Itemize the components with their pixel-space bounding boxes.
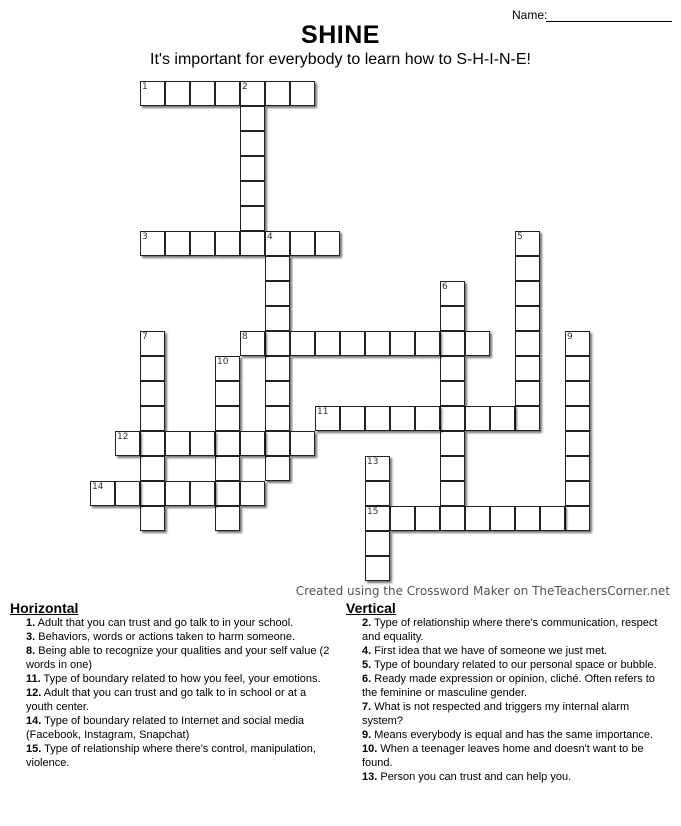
crossword-cell[interactable] <box>240 181 265 206</box>
crossword-cell[interactable] <box>440 431 465 456</box>
crossword-cell[interactable] <box>515 356 540 381</box>
clue-number-label: 10. <box>362 743 378 755</box>
crossword-cell[interactable] <box>215 381 240 406</box>
crossword-cell[interactable] <box>515 331 540 356</box>
clue-number-label: 4. <box>362 645 372 657</box>
credit-text: Created using the Crossword Maker on TheTeachersCorner.net <box>295 584 670 598</box>
crossword-cell[interactable] <box>465 331 490 356</box>
clue-number-label: 7. <box>362 701 372 713</box>
crossword-cell[interactable] <box>240 481 265 506</box>
clue-number: 11 <box>317 407 329 417</box>
horizontal-clue <box>26 616 336 630</box>
crossword-cell[interactable] <box>515 381 540 406</box>
crossword-cell[interactable] <box>265 356 290 381</box>
crossword-cell[interactable] <box>340 406 365 431</box>
clue-number-label: 13. <box>362 771 378 783</box>
horizontal-clue <box>26 630 336 644</box>
crossword-cell[interactable] <box>165 431 190 456</box>
clue-text: Type of relationship where there's communication, respect and equality. <box>362 617 658 643</box>
crossword-cell[interactable] <box>565 431 590 456</box>
crossword-cell[interactable] <box>315 231 340 256</box>
crossword-cell[interactable] <box>265 406 290 431</box>
crossword-cell[interactable] <box>115 481 140 506</box>
crossword-cell[interactable] <box>140 356 165 381</box>
crossword-cell[interactable] <box>365 556 390 581</box>
vertical-clue <box>362 644 670 658</box>
clue-number: 14 <box>92 482 104 492</box>
crossword-cell[interactable] <box>490 506 515 531</box>
clue-text: Adult that you can trust and go talk to in school or at a youth center. <box>26 687 307 713</box>
clue-text: Type of boundary related to Internet and social media (Facebook, Instagram, Snapchat) <box>26 715 305 741</box>
crossword-cell[interactable] <box>390 331 415 356</box>
clue-number: 4 <box>267 232 273 242</box>
crossword-cell[interactable] <box>215 506 240 531</box>
clue-number: 3 <box>142 232 148 242</box>
crossword-cell[interactable] <box>215 456 240 481</box>
clue-number: 7 <box>142 332 148 342</box>
vertical-clue <box>362 700 670 728</box>
crossword-cell[interactable] <box>440 481 465 506</box>
crossword-cell[interactable] <box>140 431 165 456</box>
crossword-cell[interactable] <box>140 481 165 506</box>
crossword-cell[interactable] <box>290 231 315 256</box>
horizontal-clue-list <box>26 616 336 770</box>
clue-number: 2 <box>242 82 248 92</box>
crossword-cell[interactable] <box>365 406 390 431</box>
crossword-cell[interactable] <box>515 306 540 331</box>
clue-number-label: 8. <box>26 645 36 657</box>
page-title: SHINE <box>301 21 380 49</box>
crossword-cell[interactable] <box>340 331 365 356</box>
crossword-cell[interactable] <box>265 431 290 456</box>
horizontal-clue <box>26 672 336 686</box>
vertical-clue <box>362 672 670 700</box>
crossword-cell[interactable] <box>565 506 590 531</box>
crossword-cell[interactable] <box>515 506 540 531</box>
vertical-clue <box>362 616 670 644</box>
crossword-cell[interactable] <box>365 331 390 356</box>
clue-number-label: 6. <box>362 673 372 685</box>
crossword-cell[interactable] <box>440 456 465 481</box>
crossword-cell[interactable] <box>440 356 465 381</box>
crossword-cell[interactable] <box>440 306 465 331</box>
crossword-cell[interactable] <box>190 431 215 456</box>
crossword-cell[interactable] <box>240 131 265 156</box>
clue-text: Means everybody is equal and has the same importance. <box>371 729 654 741</box>
clue-text: What is not respected and triggers my internal alarm system? <box>362 701 630 727</box>
clue-text: Adult that you can trust and go talk to in your school. <box>35 617 294 629</box>
clue-text: Ready made expression or opinion, cliché. Often refers to the feminine or masculine gender. <box>362 673 655 699</box>
crossword-cell[interactable] <box>140 406 165 431</box>
clue-number: 8 <box>242 332 248 342</box>
crossword-cell[interactable] <box>265 456 290 481</box>
clue-text: Person you can trust and can help you. <box>377 771 572 783</box>
crossword-cell[interactable] <box>190 231 215 256</box>
clue-number: 1 <box>142 82 148 92</box>
crossword-cell[interactable] <box>365 481 390 506</box>
crossword-cell[interactable] <box>415 406 440 431</box>
crossword-cell[interactable] <box>540 506 565 531</box>
clue-number-label: 2. <box>362 617 372 629</box>
clue-text: Type of boundary related to our personal space or bubble. <box>371 659 657 671</box>
crossword-cell[interactable] <box>240 206 265 231</box>
crossword-cell[interactable] <box>240 156 265 181</box>
clue-text: Type of relationship where there's control, manipulation, violence. <box>26 743 316 769</box>
crossword-cell[interactable] <box>190 481 215 506</box>
page-subtitle: It's important for everybody to learn how to S-H-I-N-E! <box>150 51 531 68</box>
crossword-cell[interactable] <box>290 431 315 456</box>
horizontal-clue <box>26 644 336 672</box>
clue-number: 13 <box>367 457 379 467</box>
crossword-cell[interactable] <box>165 231 190 256</box>
crossword-cell[interactable] <box>240 431 265 456</box>
clue-text: Behaviors, words or actions taken to harm someone. <box>35 631 296 643</box>
clue-number: 12 <box>117 432 129 442</box>
vertical-clue-list <box>362 616 670 784</box>
vertical-clue <box>362 728 670 742</box>
clue-text: Being able to recognize your qualities and your self value (2 words in one) <box>26 645 330 671</box>
crossword-cell[interactable] <box>565 406 590 431</box>
crossword-cell[interactable] <box>165 81 190 106</box>
clue-number-label: 9. <box>362 729 372 741</box>
clue-number: 9 <box>567 332 573 342</box>
horizontal-clue <box>26 686 336 714</box>
crossword-cell[interactable] <box>215 406 240 431</box>
clue-number: 10 <box>217 357 229 367</box>
horizontal-heading: Horizontal <box>10 600 79 616</box>
clue-number-label: 12. <box>26 687 42 699</box>
crossword-cell[interactable] <box>365 531 390 556</box>
vertical-clue <box>362 658 670 672</box>
crossword-cell[interactable] <box>565 381 590 406</box>
crossword-cell[interactable] <box>440 331 465 356</box>
crossword-cell[interactable] <box>215 481 240 506</box>
clue-text: Type of boundary related to how you feel, your emotions. <box>40 673 321 685</box>
clue-number-label: 1. <box>26 617 36 629</box>
name-label: Name: <box>512 8 548 22</box>
horizontal-clue <box>26 742 336 770</box>
crossword-cell[interactable] <box>215 231 240 256</box>
clue-text: First idea that we have of someone we just met. <box>371 645 608 657</box>
clue-number-label: 5. <box>362 659 372 671</box>
crossword-cell[interactable] <box>265 381 290 406</box>
crossword-cell[interactable] <box>265 281 290 306</box>
crossword-cell[interactable] <box>415 331 440 356</box>
clue-number-label: 3. <box>26 631 36 643</box>
crossword-cell[interactable] <box>565 481 590 506</box>
crossword-cell[interactable] <box>165 481 190 506</box>
crossword-cell[interactable] <box>240 231 265 256</box>
clue-number: 6 <box>442 282 448 292</box>
crossword-cell[interactable] <box>140 381 165 406</box>
clue-number: 5 <box>517 232 523 242</box>
crossword-cell[interactable] <box>140 506 165 531</box>
crossword-cell[interactable] <box>490 406 515 431</box>
crossword-cell[interactable] <box>215 431 240 456</box>
crossword-cell[interactable] <box>190 81 215 106</box>
crossword-cell[interactable] <box>465 406 490 431</box>
clue-text: When a teenager leaves home and doesn't want to be found. <box>362 743 644 769</box>
crossword-cell[interactable] <box>265 306 290 331</box>
clue-number-label: 11. <box>26 673 41 685</box>
crossword-cell[interactable] <box>440 381 465 406</box>
crossword-cell[interactable] <box>215 81 240 106</box>
crossword-cell[interactable] <box>565 456 590 481</box>
crossword-cell[interactable] <box>440 506 465 531</box>
crossword-cell[interactable] <box>515 281 540 306</box>
crossword-cell[interactable] <box>390 406 415 431</box>
clue-number-label: 15. <box>26 743 42 755</box>
crossword-cell[interactable] <box>240 106 265 131</box>
clue-number: 15 <box>367 507 379 517</box>
crossword-cell[interactable] <box>415 506 440 531</box>
crossword-cell[interactable] <box>465 506 490 531</box>
vertical-heading: Vertical <box>346 600 396 616</box>
vertical-clue <box>362 742 670 770</box>
horizontal-clue <box>26 714 336 742</box>
crossword-cell[interactable] <box>515 406 540 431</box>
crossword-cell[interactable] <box>565 356 590 381</box>
crossword-cell[interactable] <box>315 331 340 356</box>
crossword-cell[interactable] <box>265 81 290 106</box>
crossword-cell[interactable] <box>265 331 290 356</box>
crossword-cell[interactable] <box>265 256 290 281</box>
crossword-cell[interactable] <box>440 406 465 431</box>
crossword-cell[interactable] <box>390 506 415 531</box>
vertical-clue <box>362 770 670 784</box>
crossword-cell[interactable] <box>290 81 315 106</box>
clue-number-label: 14. <box>26 715 42 727</box>
crossword-cell[interactable] <box>140 456 165 481</box>
crossword-cell[interactable] <box>515 256 540 281</box>
crossword-cell[interactable] <box>290 331 315 356</box>
